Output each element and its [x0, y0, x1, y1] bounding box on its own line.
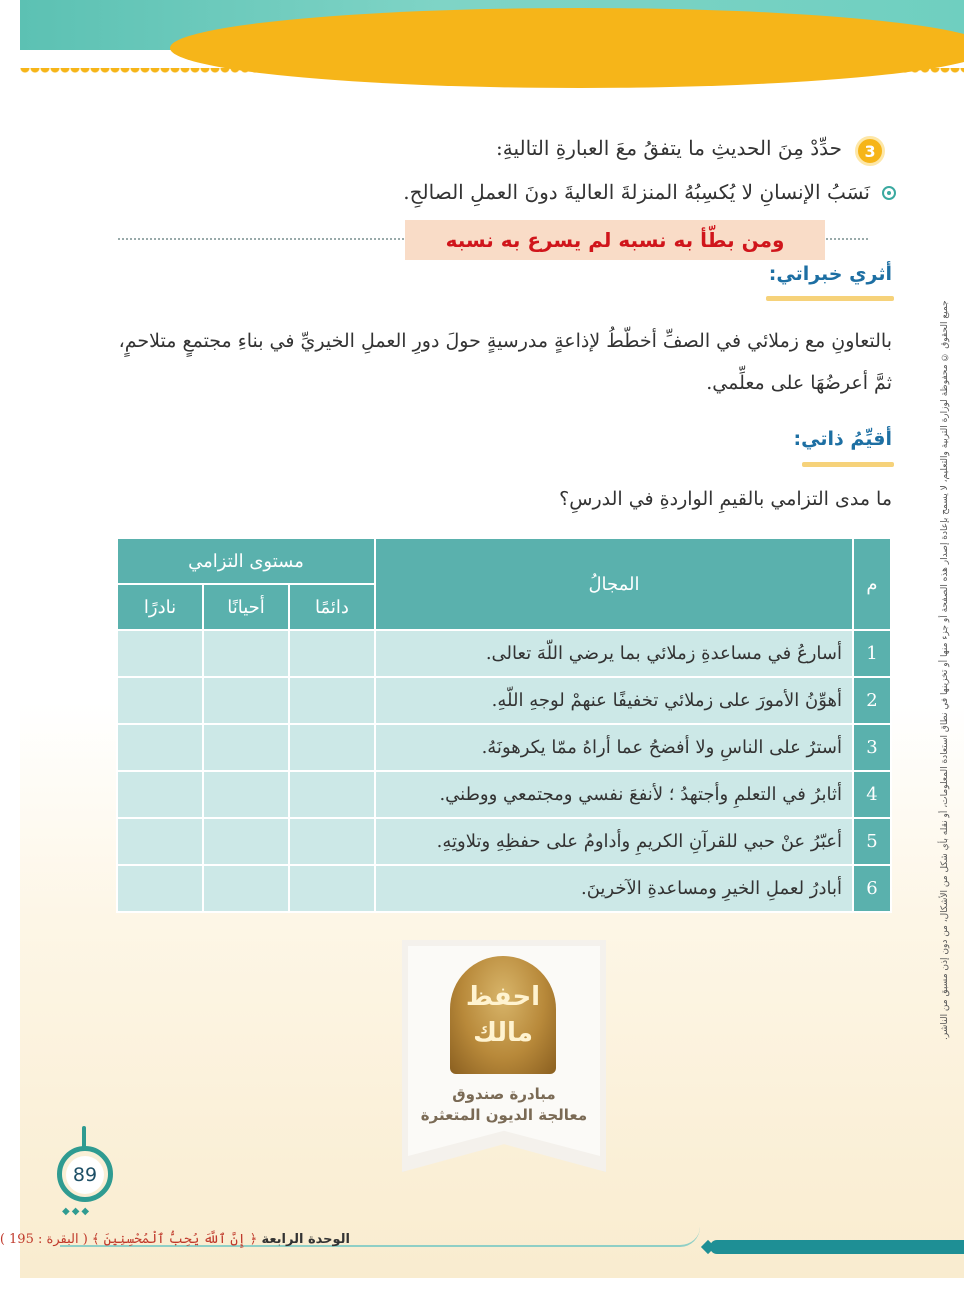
col-header-level: مستوى التزامي: [117, 538, 375, 584]
col-header-sometimes: أحيانًا: [203, 584, 289, 630]
cell-always[interactable]: [289, 724, 375, 771]
badge-stem: [82, 1126, 86, 1148]
col-header-always: دائمًا: [289, 584, 375, 630]
emblem-logo-text: احفظ مالك: [465, 982, 541, 1048]
cell-rarely[interactable]: [117, 771, 203, 818]
cell-rarely[interactable]: [117, 677, 203, 724]
table-row: [117, 865, 891, 912]
section-title-experience: أثري خبراتي:: [768, 263, 892, 285]
cell-always[interactable]: [289, 771, 375, 818]
emblem-logo: [450, 956, 556, 1074]
answer-field[interactable]: ومن بطّأ به نسبه لم يسرع به نسبه: [405, 220, 825, 260]
footer-verse-ref: ( البقرة : 195 ): [0, 1232, 88, 1247]
experience-paragraph: بالتعاونِ مع زملائي في الصفِّ أخطّطُ لإذاعةٍ مدرسيةٍ حولَ دورِ العملِ الخيريِّ في بناءِ مجتمعٍ متلاحمٍ، ثمَّ أعرضُهَا على معلِّمي.: [118, 330, 892, 394]
table-row: [117, 818, 891, 865]
question-statement: نَسَبُ الإنسانِ لا يُكسِبُهُ المنزلةَ العاليةَ دونَ العملِ الصالحِ.: [403, 180, 870, 204]
col-header-rarely: نادرًا: [117, 584, 203, 630]
row-number: 6: [853, 865, 891, 912]
row-domain: أبادرُ لعملِ الخيرِ ومساعدةِ الآخرينَ.: [375, 865, 853, 912]
question-number-badge: 3: [855, 136, 885, 166]
cell-rarely[interactable]: [117, 724, 203, 771]
header-scallop-border: [20, 68, 964, 78]
row-domain: أهوِّنُ الأمورَ على زملائي تخفيفًا عنهمْ لوجهِ اللّهِ.: [375, 677, 853, 724]
col-header-num: م: [853, 538, 891, 630]
cell-rarely[interactable]: [117, 865, 203, 912]
row-number: 3: [853, 724, 891, 771]
question-prompt: حدِّدْ مِنَ الحديثِ ما يتفقُ معَ العبارةِ التاليةِ:: [496, 136, 842, 160]
cell-always[interactable]: [289, 677, 375, 724]
row-number: 1: [853, 630, 891, 677]
footer-bar: [710, 1240, 964, 1254]
table-row: [117, 724, 891, 771]
cell-sometimes[interactable]: [203, 677, 289, 724]
badge-dots-icon: ◆◆◆: [62, 1206, 92, 1217]
row-number: 2: [853, 677, 891, 724]
row-number: 4: [853, 771, 891, 818]
cell-sometimes[interactable]: [203, 630, 289, 677]
footer-unit: الوحدة الرابعة: [261, 1232, 350, 1247]
experience-title-text: أثري خبراتي: [776, 263, 892, 285]
footer-caption: [0, 1232, 350, 1247]
cell-always[interactable]: [289, 630, 375, 677]
row-domain: أعبّرُ عنْ حبي للقرآنِ الكريمِ وأداومُ على حفظِهِ وتلاوتِهِ.: [375, 818, 853, 865]
section-underline: [766, 296, 894, 301]
header-band: [20, 0, 964, 78]
col-header-domain: المجالُ: [375, 538, 853, 630]
emblem-caption-1: مبادرة صندوق: [452, 1085, 556, 1103]
cell-always[interactable]: [289, 818, 375, 865]
cell-sometimes[interactable]: [203, 771, 289, 818]
row-number: 5: [853, 818, 891, 865]
cell-sometimes[interactable]: [203, 865, 289, 912]
section-title-self-eval: أقيِّمُ ذاتي:: [793, 428, 892, 450]
self-eval-question: ما مدى التزامي بالقيمِ الواردةِ في الدرسِ؟: [559, 488, 892, 510]
commitment-table: [116, 537, 892, 913]
bullet-icon: [882, 186, 896, 200]
cell-sometimes[interactable]: [203, 724, 289, 771]
footer-verse: ﴿ إِنَّ ٱللَّهَ يُحِبُّ ٱلْمُحْسِنِينَ ﴾: [91, 1232, 258, 1247]
page-number: 89: [66, 1156, 104, 1194]
page-number-badge: [52, 1126, 118, 1216]
row-domain: أسارعُ في مساعدةِ زملائي بما يرضي اللّهَ تعالى.: [375, 630, 853, 677]
cell-sometimes[interactable]: [203, 818, 289, 865]
cell-rarely[interactable]: [117, 630, 203, 677]
table-row: [117, 677, 891, 724]
emblem-caption-2: معالجة الديون المتعثرة: [420, 1106, 588, 1124]
self-eval-title-text: أقيِّمُ ذاتي: [801, 428, 892, 450]
section-underline: [802, 462, 894, 467]
row-domain: أثابرُ في التعلمِ وأجتهدُ ؛ لأنفعَ نفسي ومجتمعي ووطني.: [375, 771, 853, 818]
row-domain: أسترُ على الناسِ ولا أفضحُ عما أراهُ ممّا يكرهونَهُ.: [375, 724, 853, 771]
copyright-side-note: جميع الحقوق © محفوظة لوزارة التربية والتعليم، لا يسمح بإعادة إصدار هذه الصفحة أو جزء منها أو تخزينها في نطاق استعادة المعلومات، أو نقله بأي شكل من الأشكال، من دون إذن مسبق من الناشر.: [940, 300, 950, 1040]
table-row: [117, 771, 891, 818]
cell-always[interactable]: [289, 865, 375, 912]
table-row: [117, 630, 891, 677]
cell-rarely[interactable]: [117, 818, 203, 865]
